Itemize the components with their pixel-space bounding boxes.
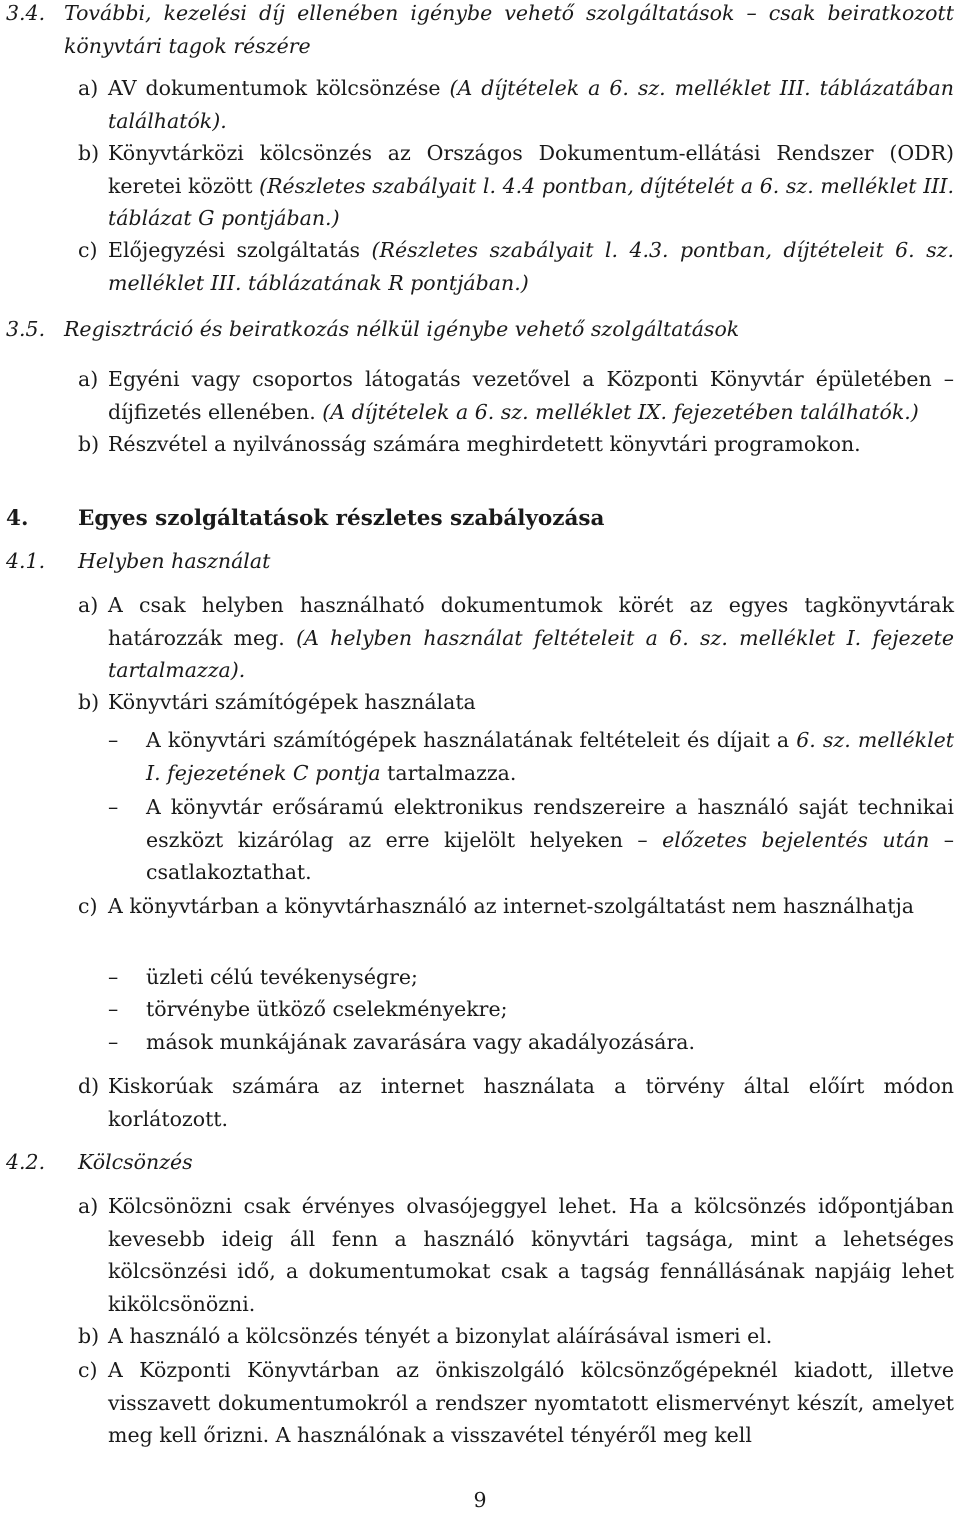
dash-marker: – xyxy=(108,1030,119,1054)
item-text: Könyvtárközi kölcsönzés az Országos Dokumentum-ellátási Rendszer (ODR) keretei között (Részletes szabályait l. 4.4 pontban, díjtételét a 6. sz. melléklet III. táblázat G pontjában.) xyxy=(108,141,955,230)
dash-text: törvénybe ütköző cselekményekre; xyxy=(146,997,508,1021)
item-label: a) xyxy=(78,367,99,391)
list-item xyxy=(78,428,954,461)
dash-marker: – xyxy=(108,965,119,989)
dash-item xyxy=(108,724,954,789)
section-title: Kölcsönzés xyxy=(78,1150,193,1174)
item-label: b) xyxy=(78,141,100,165)
chapter-number: 4. xyxy=(6,506,29,531)
list-item xyxy=(78,72,954,137)
item-text: AV dokumentumok kölcsönzése (A díjtételek a 6. sz. melléklet III. táblázatában találhatók). xyxy=(108,76,954,133)
section-title: Helyben használat xyxy=(78,549,271,573)
item-text: Kiskorúak számára az internet használata a törvény által előírt módon korlátozott. xyxy=(108,1074,954,1131)
item-text: A könyvtárban a könyvtárhasználó az internet-szolgáltatást nem használhatja xyxy=(108,894,915,918)
section-3-4-heading xyxy=(6,0,954,62)
dash-item xyxy=(108,993,954,1026)
item-label: b) xyxy=(78,432,100,456)
section-4-2-heading xyxy=(6,1146,954,1179)
list-item xyxy=(78,589,954,687)
item-text: A Központi Könyvtárban az önkiszolgáló kölcsönzőgépeknél kiadott, illetve visszavett dokumentumokról a rendszer nyomtatott elismervényt készít, amelyet meg kell őrizni. A használónak a visszavétel tényéről meg kell xyxy=(108,1358,954,1447)
item-text: Könyvtári számítógépek használata xyxy=(108,690,476,714)
chapter-4-heading xyxy=(6,503,954,536)
list-item xyxy=(78,137,954,235)
item-label: a) xyxy=(78,1194,99,1218)
item-text: Egyéni vagy csoportos látogatás vezetővel a Központi Könyvtár épületében – díjfizetés ellenében. (A díjtételek a 6. sz. melléklet IX. fejezetében találhatók.) xyxy=(108,367,954,424)
list-item xyxy=(78,234,954,299)
list-item xyxy=(78,686,954,719)
dash-text: üzleti célú tevékenységre; xyxy=(146,965,418,989)
item-text: Részvétel a nyilvánosság számára meghirdetett könyvtári programokon. xyxy=(108,432,861,456)
list-item xyxy=(78,1070,954,1135)
item-text: A használó a kölcsönzés tényét a bizonylat aláírásával ismeri el. xyxy=(108,1324,773,1348)
item-text: Kölcsönözni csak érvényes olvasójeggyel lehet. Ha a kölcsönzés időpontjában kevesebb ideig áll fenn a használó könyvtári tagsága, mint a lehetséges kölcsönzési idő, a dokumentumokat csak a tagság fennállásának napjáig lehet kikölcsönözni. xyxy=(108,1194,954,1316)
section-4-1-heading xyxy=(6,545,954,578)
section-number: 4.2. xyxy=(6,1150,46,1174)
dash-marker: – xyxy=(108,997,119,1021)
section-title: Regisztráció és beiratkozás nélkül igénybe vehető szolgáltatások xyxy=(64,317,740,341)
item-label: d) xyxy=(78,1074,100,1098)
dash-text: A könyvtár erősáramú elektronikus rendszereire a használó saját technikai eszközt kizárólag az erre kijelölt helyeken – előzetes bejelentés után – csatlakoztathat. xyxy=(146,795,954,884)
list-item xyxy=(78,890,954,923)
item-text: Előjegyzési szolgáltatás (Részletes szabályait l. 4.3. pontban, díjtételeit 6. sz. melléklet III. táblázatának R pontjában.) xyxy=(108,238,954,295)
item-label: a) xyxy=(78,76,99,100)
section-title: További, kezelési díj ellenében igénybe vehető szolgáltatások – csak beiratkozott könyvtári tagok részére xyxy=(64,1,954,58)
list-item xyxy=(78,1190,954,1320)
page-number: 9 xyxy=(473,1488,487,1512)
section-number: 3.4. xyxy=(6,1,46,25)
section-number: 3.5. xyxy=(6,317,46,341)
dash-marker: – xyxy=(108,728,119,752)
list-item xyxy=(78,363,954,428)
dash-item xyxy=(108,791,954,889)
item-label: b) xyxy=(78,690,100,714)
item-label: b) xyxy=(78,1324,100,1348)
item-label: c) xyxy=(78,238,98,262)
dash-item xyxy=(108,1026,954,1059)
section-number: 4.1. xyxy=(6,549,46,573)
item-label: a) xyxy=(78,593,99,617)
dash-text: mások munkájának zavarására vagy akadályozására. xyxy=(146,1030,696,1054)
section-3-5-heading xyxy=(6,313,954,346)
dash-item xyxy=(108,961,954,994)
item-text: A csak helyben használható dokumentumok körét az egyes tagkönyvtárak határozzák meg. (A helyben használat feltételeit a 6. sz. melléklet I. fejezete tartalmazza). xyxy=(108,593,954,682)
chapter-title: Egyes szolgáltatások részletes szabályozása xyxy=(78,506,605,531)
item-label: c) xyxy=(78,1358,98,1382)
list-item xyxy=(78,1354,954,1452)
dash-text: A könyvtári számítógépek használatának feltételeit és díjait a 6. sz. melléklet I. fejezetének C pontja tartalmazza. xyxy=(146,728,954,785)
item-label: c) xyxy=(78,894,98,918)
dash-marker: – xyxy=(108,795,119,819)
list-item xyxy=(78,1320,954,1353)
